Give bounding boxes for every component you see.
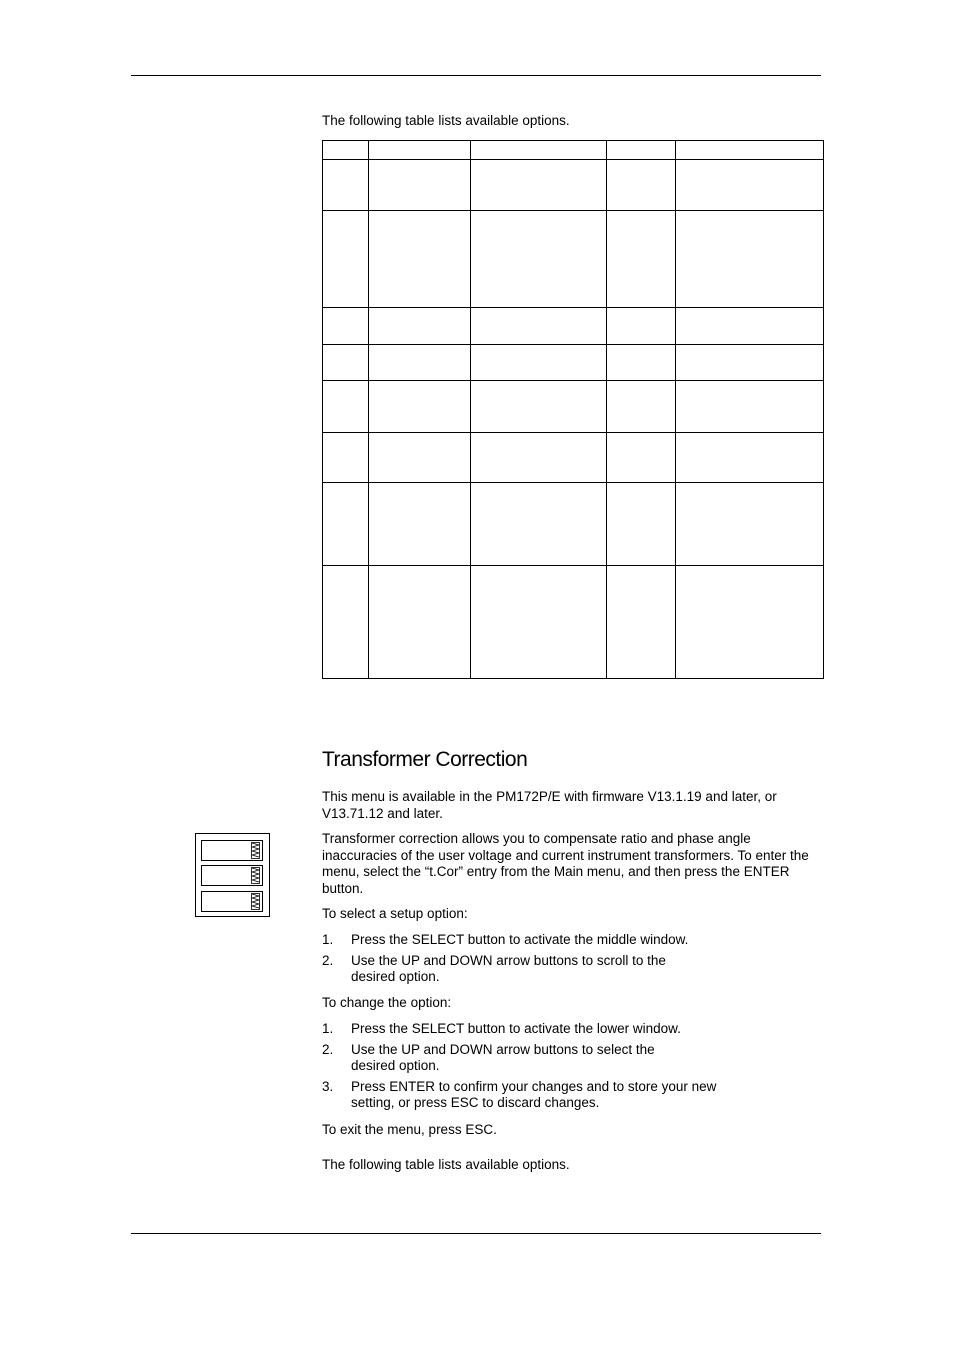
table-cell xyxy=(471,381,607,432)
table-cell xyxy=(676,211,824,308)
table-cell xyxy=(676,482,824,565)
table-cell xyxy=(607,211,676,308)
step-text: Use the UP and DOWN arrow buttons to scroll to the desired option. xyxy=(351,952,666,984)
list-item xyxy=(322,1021,742,1038)
table-cell xyxy=(471,160,607,211)
list-item xyxy=(322,932,742,949)
table-row xyxy=(323,211,824,308)
exit-text: To exit the menu, press ESC. xyxy=(322,1122,497,1137)
table-cell xyxy=(323,381,369,432)
display-windows-icon xyxy=(195,833,270,917)
select-intro-text: To select a setup option: xyxy=(322,906,468,921)
list-item xyxy=(322,1042,691,1075)
table-cell xyxy=(607,432,676,482)
table-cell xyxy=(607,141,676,160)
step-number: 1. xyxy=(322,1021,334,1036)
table-cell xyxy=(369,381,471,432)
lower-window xyxy=(201,891,263,912)
header-rule xyxy=(131,75,821,76)
options-table xyxy=(322,140,824,679)
table-row xyxy=(323,381,824,432)
step-number: 1. xyxy=(322,932,334,947)
table-cell xyxy=(471,432,607,482)
table-cell xyxy=(607,160,676,211)
table-cell xyxy=(323,211,369,308)
change-intro-text: To change the option: xyxy=(322,995,452,1010)
select-steps-list xyxy=(322,932,742,986)
change-steps-list xyxy=(322,1021,742,1112)
table-cell xyxy=(676,141,824,160)
section-title: Transformer Correction xyxy=(322,748,528,771)
table-row xyxy=(323,482,824,565)
table-cell xyxy=(607,565,676,678)
footer-rule xyxy=(131,1233,821,1234)
table-cell xyxy=(607,308,676,345)
table-cell xyxy=(471,141,607,160)
table-row xyxy=(323,565,824,678)
table-cell xyxy=(676,565,824,678)
table-cell xyxy=(471,211,607,308)
table-cell xyxy=(323,308,369,345)
table-cell xyxy=(323,432,369,482)
table-cell xyxy=(676,345,824,381)
upper-window xyxy=(201,840,263,861)
middle-window xyxy=(201,865,263,886)
table-cell xyxy=(607,482,676,565)
step-number: 2. xyxy=(322,1041,334,1057)
table-row xyxy=(323,141,824,160)
step-text: Use the UP and DOWN arrow buttons to select the desired option. xyxy=(351,1041,655,1073)
table-cell xyxy=(471,308,607,345)
table-cell xyxy=(607,381,676,432)
options-table-body xyxy=(323,141,824,679)
step-text: Press ENTER to confirm your changes and to store your new setting, or press ESC to discard changes. xyxy=(351,1078,717,1110)
intro-top-text: The following table lists available options. xyxy=(322,113,570,128)
table-cell xyxy=(323,345,369,381)
table-cell xyxy=(369,432,471,482)
table-cell xyxy=(323,160,369,211)
table-cell xyxy=(323,141,369,160)
table-cell xyxy=(369,482,471,565)
table-row xyxy=(323,160,824,211)
table-cell xyxy=(369,345,471,381)
description-text: Transformer correction allows you to compensate ratio and phase angle inaccuracies of the user voltage and current instrument transformers. To enter the menu, select the “t.Cor” entry from the Main menu, and then press the ENTER button. xyxy=(322,831,809,896)
availability-text: This menu is available in the PM172P/E with firmware V13.1.19 and later, or V13.71.12 and later. xyxy=(322,789,777,821)
outro-text: The following table lists available options. xyxy=(322,1157,570,1172)
table-cell xyxy=(607,345,676,381)
table-cell xyxy=(471,565,607,678)
table-cell xyxy=(471,482,607,565)
list-item xyxy=(322,953,691,986)
table-row xyxy=(323,345,824,381)
step-text: Press the SELECT button to activate the middle window. xyxy=(351,932,689,947)
table-cell xyxy=(369,141,471,160)
table-cell xyxy=(369,565,471,678)
step-number: 2. xyxy=(322,952,334,968)
table-cell xyxy=(676,160,824,211)
table-cell xyxy=(369,308,471,345)
list-item xyxy=(322,1079,746,1112)
table-cell xyxy=(676,432,824,482)
table-cell xyxy=(676,381,824,432)
table-row xyxy=(323,308,824,345)
step-text: Press the SELECT button to activate the lower window. xyxy=(351,1021,681,1036)
table-cell xyxy=(369,211,471,308)
table-cell xyxy=(369,160,471,211)
table-cell xyxy=(323,482,369,565)
table-cell xyxy=(323,565,369,678)
table-cell xyxy=(676,308,824,345)
step-number: 3. xyxy=(322,1078,334,1094)
table-cell xyxy=(471,345,607,381)
table-row xyxy=(323,432,824,482)
